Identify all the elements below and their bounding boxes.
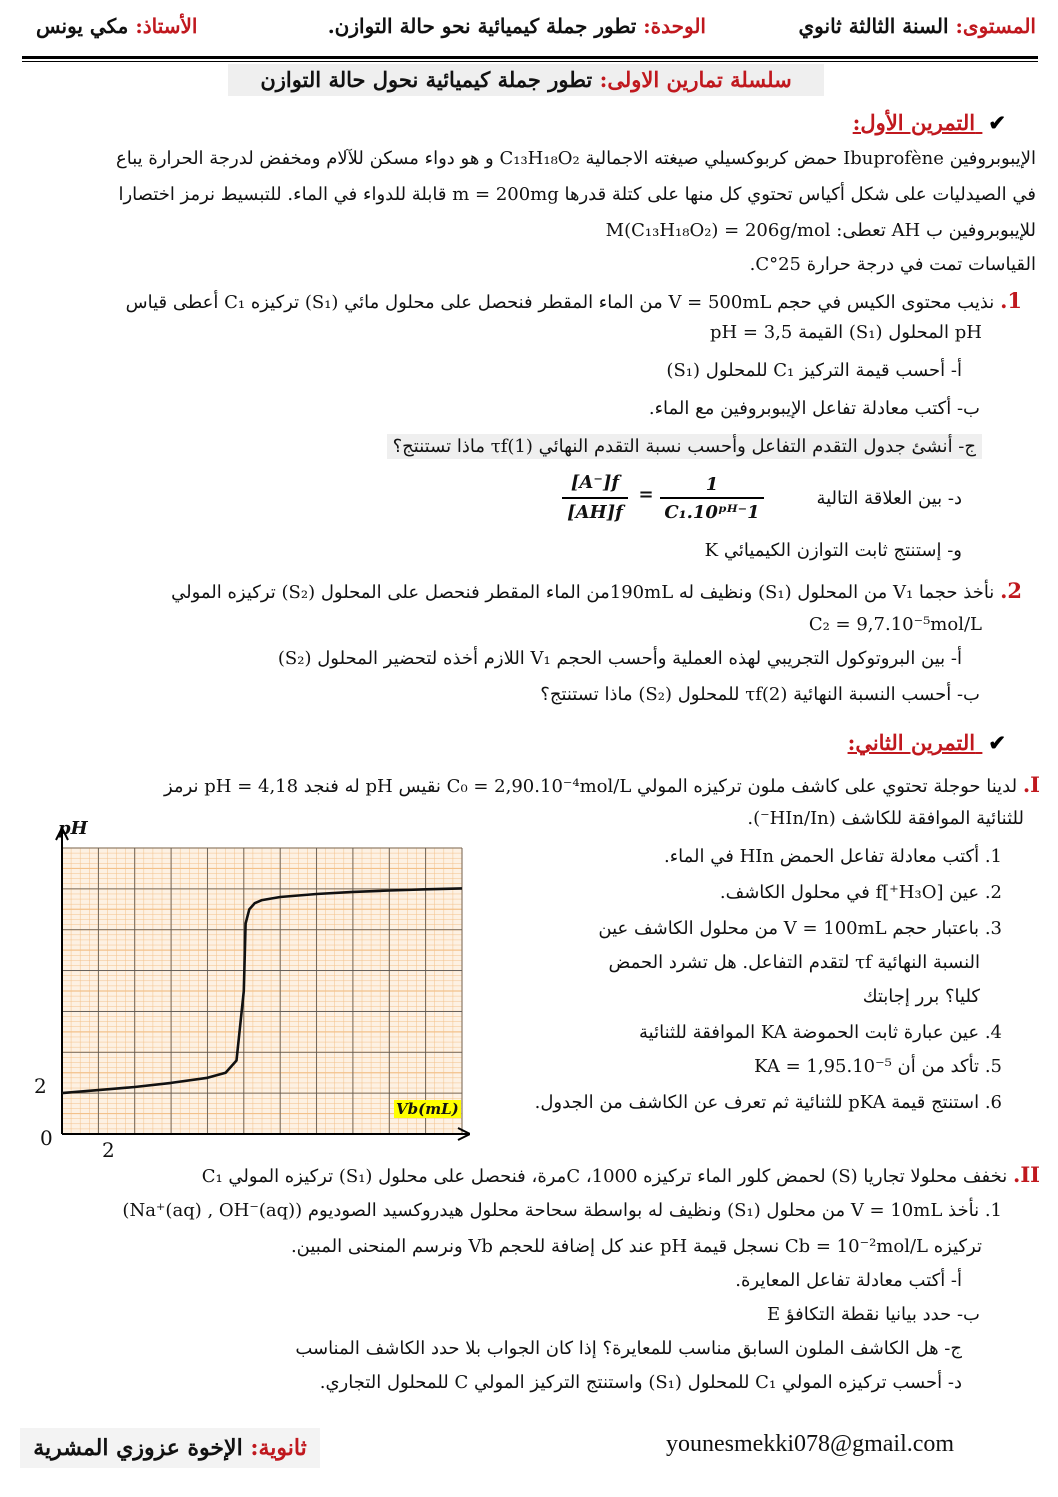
author-email: younesmekki078@gmail.com bbox=[666, 1431, 955, 1457]
unit-value: تطور جملة كيميائية نحو حالة التوازن. bbox=[327, 14, 637, 38]
relation-equals: = bbox=[638, 484, 654, 505]
page-header bbox=[0, 0, 1058, 62]
ex2-part1-item bbox=[664, 846, 1002, 867]
item-text: نأخذ V = 10mL من محلول (S₁) ونظيف له بواسطة سحاحة محلول هيدروكسيد الصوديوم (Na⁺(aq) , OH⁻(aq)) bbox=[122, 1200, 980, 1221]
check-icon: ✔ bbox=[988, 110, 1006, 135]
ex1-intro-line-1: الإيبوبروفين Ibuprofène حمض كربوكسيلي صيغته الاجمالية C₁₃H₁₈O₂ و هو دواء مسكن للآلام ومخفض لدرجة الحرارة يباع bbox=[116, 148, 1036, 169]
teacher-info bbox=[36, 14, 197, 38]
titration-graph bbox=[30, 818, 470, 1162]
ex2-part1-item bbox=[535, 1092, 1002, 1113]
header-divider bbox=[22, 56, 1038, 59]
ex2-part1-item bbox=[639, 1022, 1002, 1043]
ex1-q1-text: نذيب محتوى الكيس في حجم V = 500mL من الماء المقطر فنحصل على محلول مائي (S₁) تركيزه C₁ أعطى قياس bbox=[125, 292, 995, 313]
ex1-q2 bbox=[171, 578, 1022, 603]
ex1-q2-number: 2. bbox=[1000, 578, 1022, 603]
teacher-value: مكي يونس bbox=[36, 14, 129, 38]
series-title bbox=[228, 64, 824, 96]
ex1-q1-item-d: د- بين العلاقة التالية bbox=[816, 488, 962, 509]
header-divider-thin bbox=[22, 61, 1038, 62]
series-title-label: سلسلة تمارين الاولى: bbox=[599, 67, 792, 92]
ex2-part-2-text: نخفف محلولا تجاريا (S) لحمض كلور الماء تركيزه C ،1000مرة، فنحصل على محلول (S₁) تركيزه المولي C₁ bbox=[201, 1166, 1008, 1187]
ex2-part2-item-b: ب- حدد بيانيا نقطة التكافؤ E bbox=[767, 1304, 980, 1325]
ex2-part-1-number: I. bbox=[1022, 772, 1040, 797]
item-number: 5. bbox=[984, 1056, 1002, 1077]
ex2-part1-item bbox=[720, 882, 1002, 903]
ex1-intro-line-2: في الصيدليات على شكل أكياس تحتوي كل منها على كتلة قدرها m = 200mg قابلة للدواء في الماء. للتبسيط نرمز اختصارا bbox=[118, 184, 1036, 205]
ex2-part2-q1-line-2: تركيزه Cb = 10⁻²mol/L نسجل قيمة pH عند كل إضافة للحجم Vb ونرسم المنحنى المبين. bbox=[290, 1236, 982, 1257]
ex1-q2-item-b: ب- أحسب النسبة النهائية τf(2) للمحلول (S₂) ماذا تستنتج؟ bbox=[540, 684, 980, 705]
origin-label: 0 bbox=[40, 1126, 53, 1150]
item-number: 1. bbox=[984, 846, 1002, 867]
ex2-part1-item bbox=[754, 1056, 1002, 1077]
unit-label: الوحدة: bbox=[643, 14, 706, 38]
relation-numerator-left: [A⁻]f bbox=[570, 472, 620, 493]
ex1-intro-line-4: القياسات تمت في درجة حرارة 25°C. bbox=[749, 254, 1036, 275]
x-axis-label: Vb(mL) bbox=[396, 1100, 459, 1118]
ex1-q1-item-w: و- إستنتج ثابت التوازن الكيميائي K bbox=[704, 540, 962, 561]
ex1-q1-number: 1. bbox=[1000, 288, 1022, 313]
y-axis-label: pH bbox=[58, 818, 88, 839]
exercise-1-title-text: التمرين الأول: bbox=[852, 110, 976, 135]
fraction-bar-right bbox=[660, 497, 764, 499]
item-text: عين عبارة ثابت الحموضة KA الموافقة للثنائية bbox=[639, 1022, 980, 1043]
series-title-value: تطور جملة كيميائية نحول حالة التوازن bbox=[260, 67, 593, 92]
school-value: الإخوة عزوزي المشرية bbox=[33, 1435, 243, 1461]
ex2-part-2 bbox=[202, 1162, 1040, 1187]
item-text: تأكد من أن KA = 1,95.10⁻⁵ bbox=[754, 1056, 980, 1077]
level-info bbox=[799, 14, 1036, 38]
ex2-part1-item-cont: النسبة النهائية τf لتقدم التفاعل. هل تشرد الحمض bbox=[608, 952, 980, 973]
exercise-1-title bbox=[853, 110, 1006, 135]
exercise-2-title bbox=[848, 730, 1006, 755]
ex2-part-1 bbox=[164, 772, 1040, 797]
y-tick-label: 2 bbox=[34, 1074, 47, 1098]
ex1-intro-line-3: للإيبوبروفين ب AH تعطى: M(C₁₃H₁₈O₂) = 206g/mol bbox=[605, 220, 1036, 241]
ex2-part2-q1 bbox=[122, 1200, 1002, 1221]
ex1-q1-item-a: أ- أحسب قيمة التركيز C₁ للمحلول (S₁) bbox=[666, 360, 962, 381]
x-tick-label: 2 bbox=[102, 1138, 115, 1162]
ex1-q1-item-b: ب- أكتب معادلة تفاعل الإيبوبروفين مع الماء. bbox=[648, 398, 980, 419]
ex2-part-2-number: II. bbox=[1013, 1162, 1040, 1187]
ex2-part-1-line-2: للثنائية الموافقة للكاشف (HIn/In⁻). bbox=[747, 808, 1024, 829]
relation-denominator-right: C₁.10ᵖᴴ⁻1 bbox=[664, 502, 760, 523]
ex2-part2-item-d: د- أحسب تركيزه المولي C₁ للمحلول (S₁) واستنتج التركيز المولي C للمحلول التجاري. bbox=[319, 1372, 962, 1393]
unit-info bbox=[328, 14, 706, 38]
item-text: أكتب معادلة تفاعل الحمض HIn في الماء. bbox=[663, 846, 980, 867]
item-text: عين [H₃O⁺]f في محلول الكاشف. bbox=[719, 882, 980, 903]
ex1-q1-item-c: ج- أنشئ جدول التقدم التفاعل وأحسب نسبة التقدم النهائي τf(1) ماذا تستنتج؟ bbox=[387, 434, 982, 459]
level-label: المستوى: bbox=[955, 14, 1036, 38]
exercise-2-title-text: التمرين الثاني: bbox=[847, 730, 976, 755]
item-number: 4. bbox=[984, 1022, 1002, 1043]
school-label: ثانوية: bbox=[250, 1435, 307, 1461]
relation-denominator-left: [AH]f bbox=[567, 502, 623, 523]
teacher-label: الأستاذ: bbox=[135, 14, 198, 38]
item-number: 1. bbox=[984, 1200, 1002, 1221]
ex1-q1 bbox=[126, 288, 1022, 313]
ex2-part2-item-c: ج- هل الكاشف الملون السابق مناسب للمعايرة؟ إذا كان الجواب بلا حدد الكاشف المناسب bbox=[295, 1338, 962, 1359]
ex1-q2-item-a: أ- بين البروتوكول التجريبي لهذه العملية وأحسب الحجم V₁ اللازم أخذه لتحضير المحلول (S₂) bbox=[277, 648, 962, 669]
ex2-part-1-text: لدينا حوجلة تحتوي على كاشف ملون تركيزه المولي C₀ = 2,90.10⁻⁴mol/L نقيس pH له فنجد pH = 4,18 نرمز bbox=[164, 776, 1018, 797]
check-icon: ✔ bbox=[988, 730, 1006, 755]
ex2-part1-item bbox=[598, 918, 1002, 939]
ex2-part1-item-cont: كليا؟ برر إجابتك bbox=[862, 986, 980, 1007]
ex1-q2-line-2: C₂ = 9,7.10⁻⁵mol/L bbox=[808, 614, 982, 635]
item-number: 6. bbox=[984, 1092, 1002, 1113]
ex1-q2-text: نأخذ حجما V₁ من المحلول (S₁) ونظيف له 190mLمن الماء المقطر فنحصل على المحلول (S₂) تركيزه المولي bbox=[171, 582, 995, 603]
item-text: استنتج قيمة pKA للثنائية ثم تعرف عن الكاشف من الجدول. bbox=[534, 1092, 980, 1113]
item-number: 3. bbox=[984, 918, 1002, 939]
school-name bbox=[20, 1428, 320, 1468]
fraction-bar-left bbox=[562, 497, 628, 499]
relation-numerator-right: 1 bbox=[705, 474, 719, 495]
level-value: السنة الثالثة ثانوي bbox=[798, 14, 949, 38]
ex2-part2-item-a: أ- أكتب معادلة تفاعل المعايرة. bbox=[735, 1270, 962, 1291]
ex1-q1-line-2: pH المحلول (S₁) القيمة pH = 3,5 bbox=[709, 322, 982, 343]
item-text: باعتبار حجم V = 100mL من محلول الكاشف عين bbox=[598, 918, 980, 939]
item-number: 2. bbox=[984, 882, 1002, 903]
